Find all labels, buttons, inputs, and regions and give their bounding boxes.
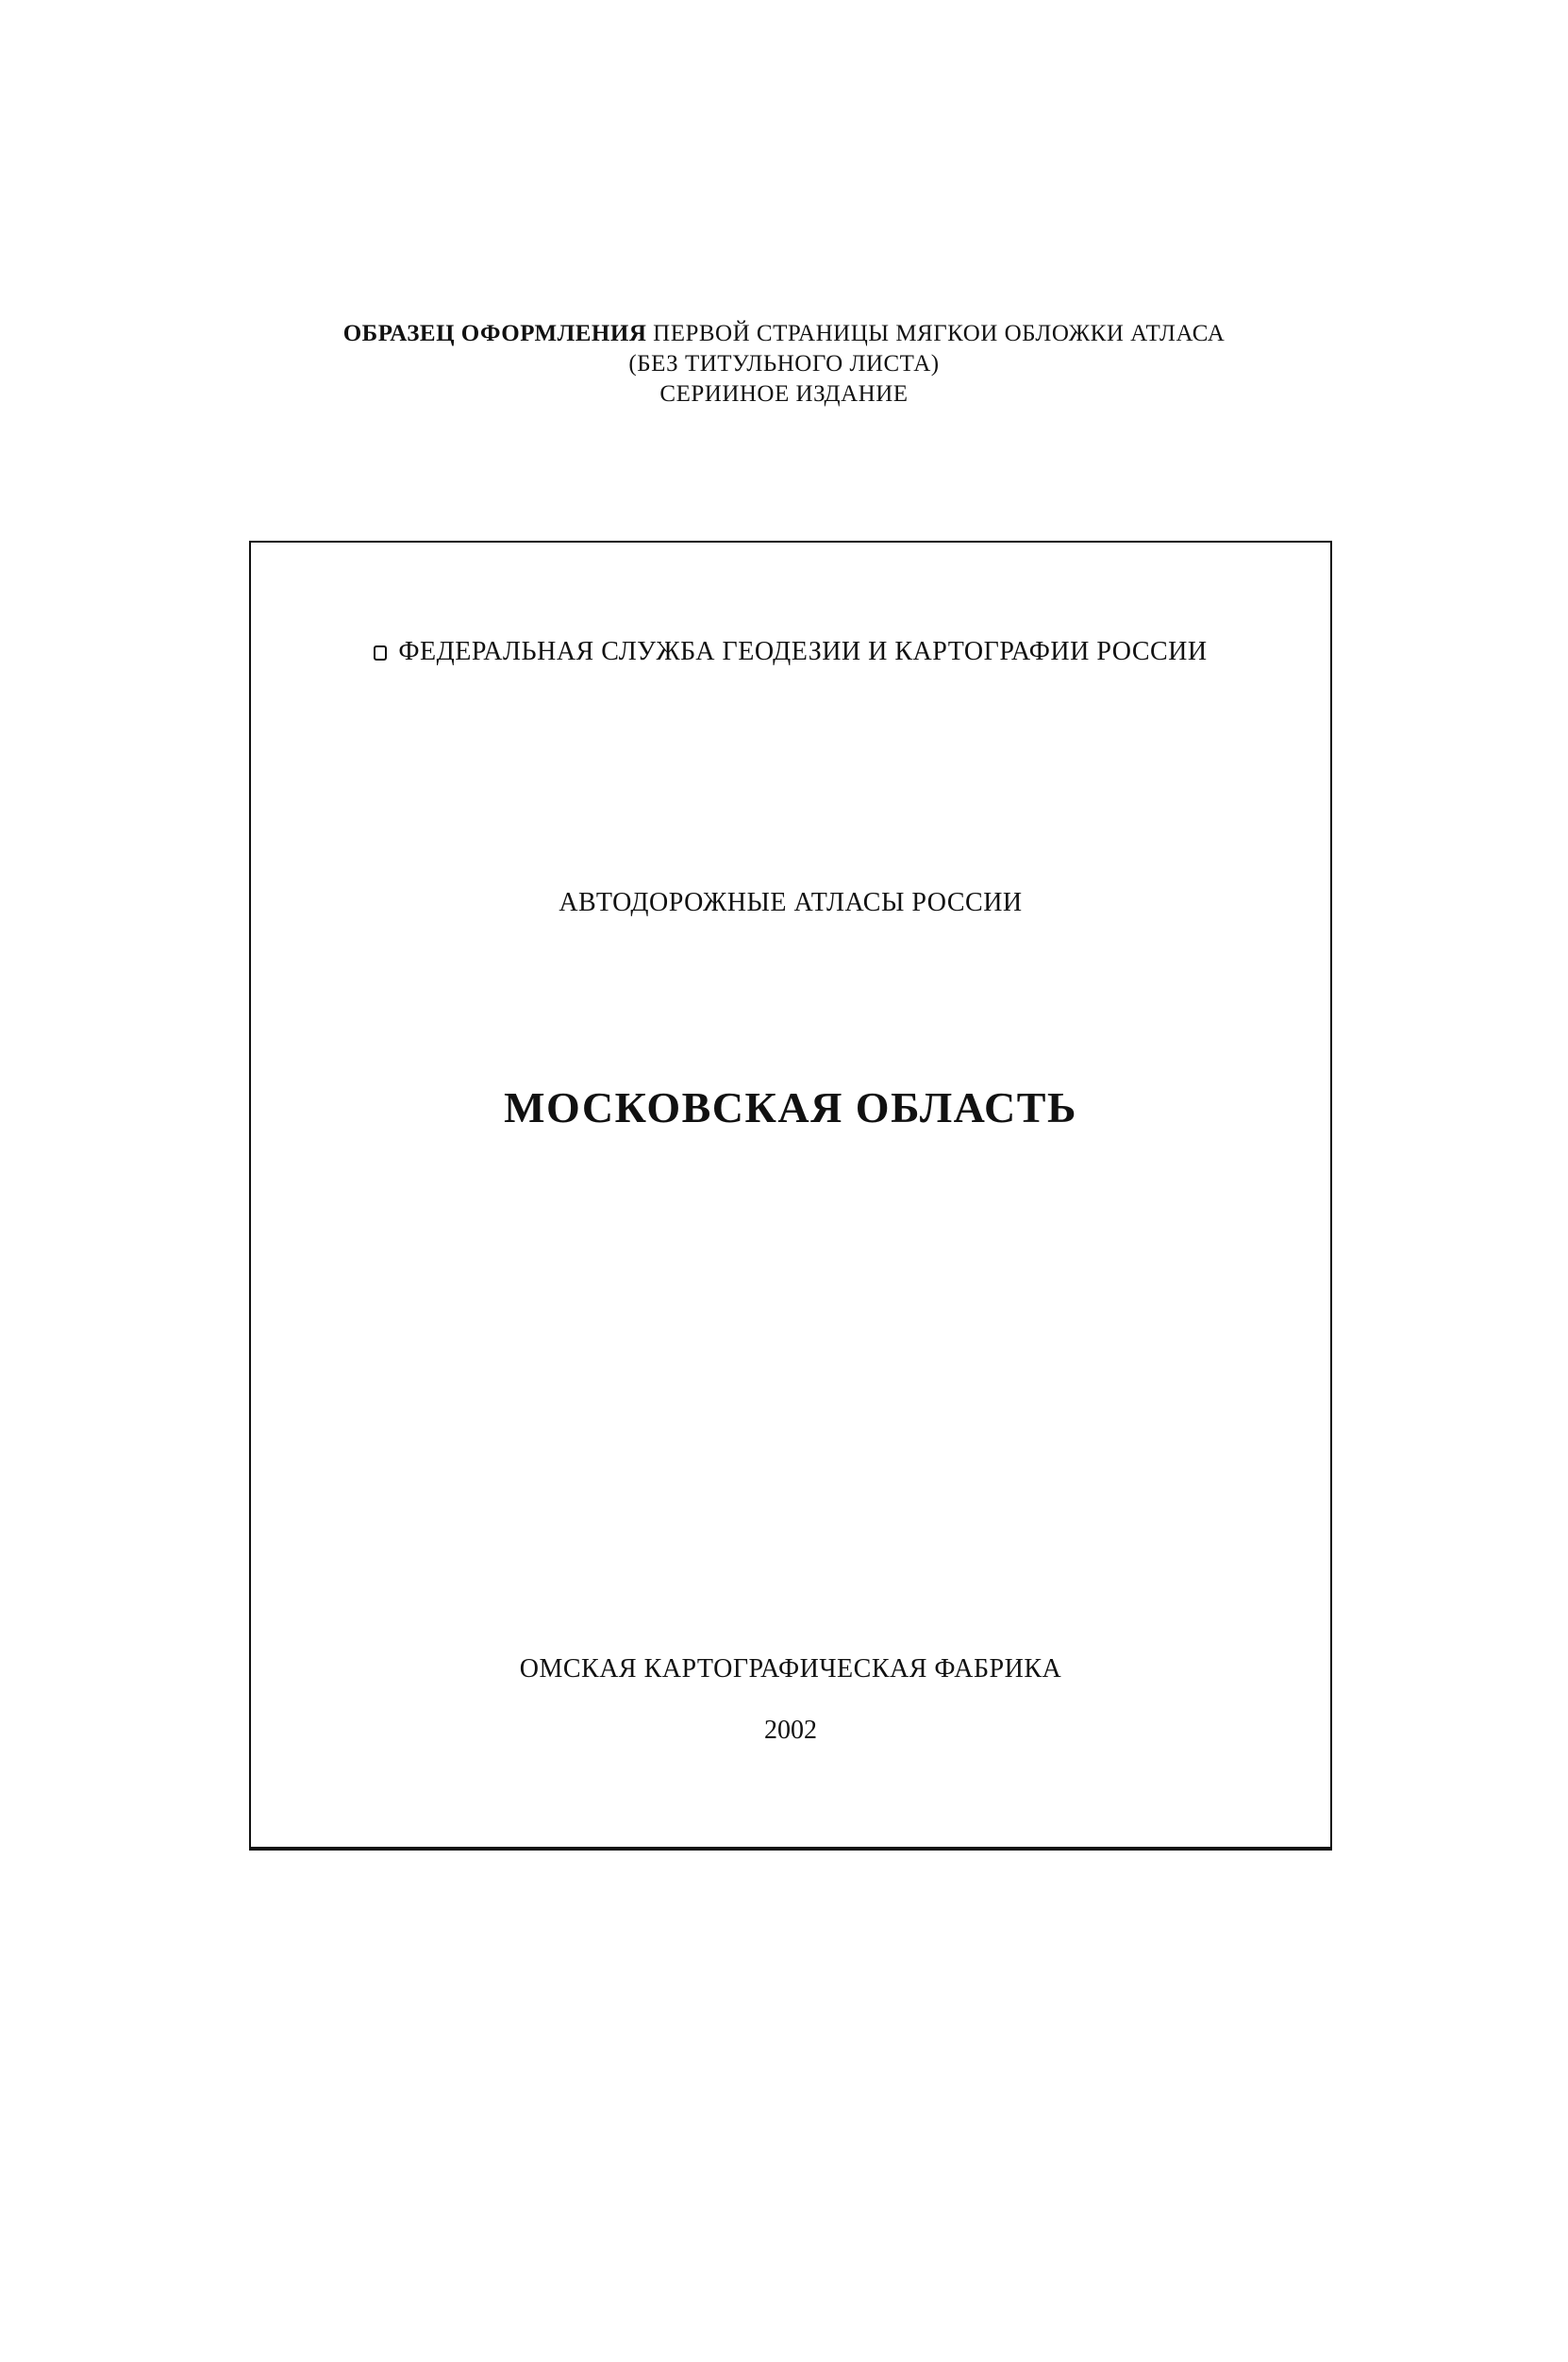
- copyright-icon: [374, 645, 387, 661]
- series-title: АВТОДОРОЖНЫЕ АТЛАСЫ РОССИИ: [559, 888, 1023, 917]
- caption-line-1-bold: ОБРАЗЕЦ ОФОРМЛЕНИЯ: [342, 321, 647, 346]
- caption-line-2: (БЕЗ ТИТУЛЬНОГО ЛИСТА): [628, 351, 940, 377]
- cover-frame: [249, 541, 1332, 1851]
- publisher-name: ФЕДЕРАЛЬНАЯ СЛУЖБА ГЕОДЕЗИИ И КАРТОГРАФИИ РОССИИ: [398, 637, 1208, 666]
- sample-caption: [0, 319, 1568, 410]
- caption-line-3: СЕРИИНОЕ ИЗДАНИЕ: [659, 381, 909, 407]
- caption-line-1-rest: ПЕРВОЙ СТРАНИЦЫ МЯГКОИ ОБЛОЖКИ АТЛАСА: [653, 321, 1226, 346]
- caption-line-1: [0, 319, 1568, 349]
- publication-year: 2002: [764, 1716, 817, 1745]
- publisher-line: [251, 637, 1330, 667]
- printer-name: ОМСКАЯ КАРТОГРАФИЧЕСКАЯ ФАБРИКА: [519, 1654, 1062, 1684]
- atlas-title: МОСКОВСКАЯ ОБЛАСТЬ: [504, 1083, 1077, 1131]
